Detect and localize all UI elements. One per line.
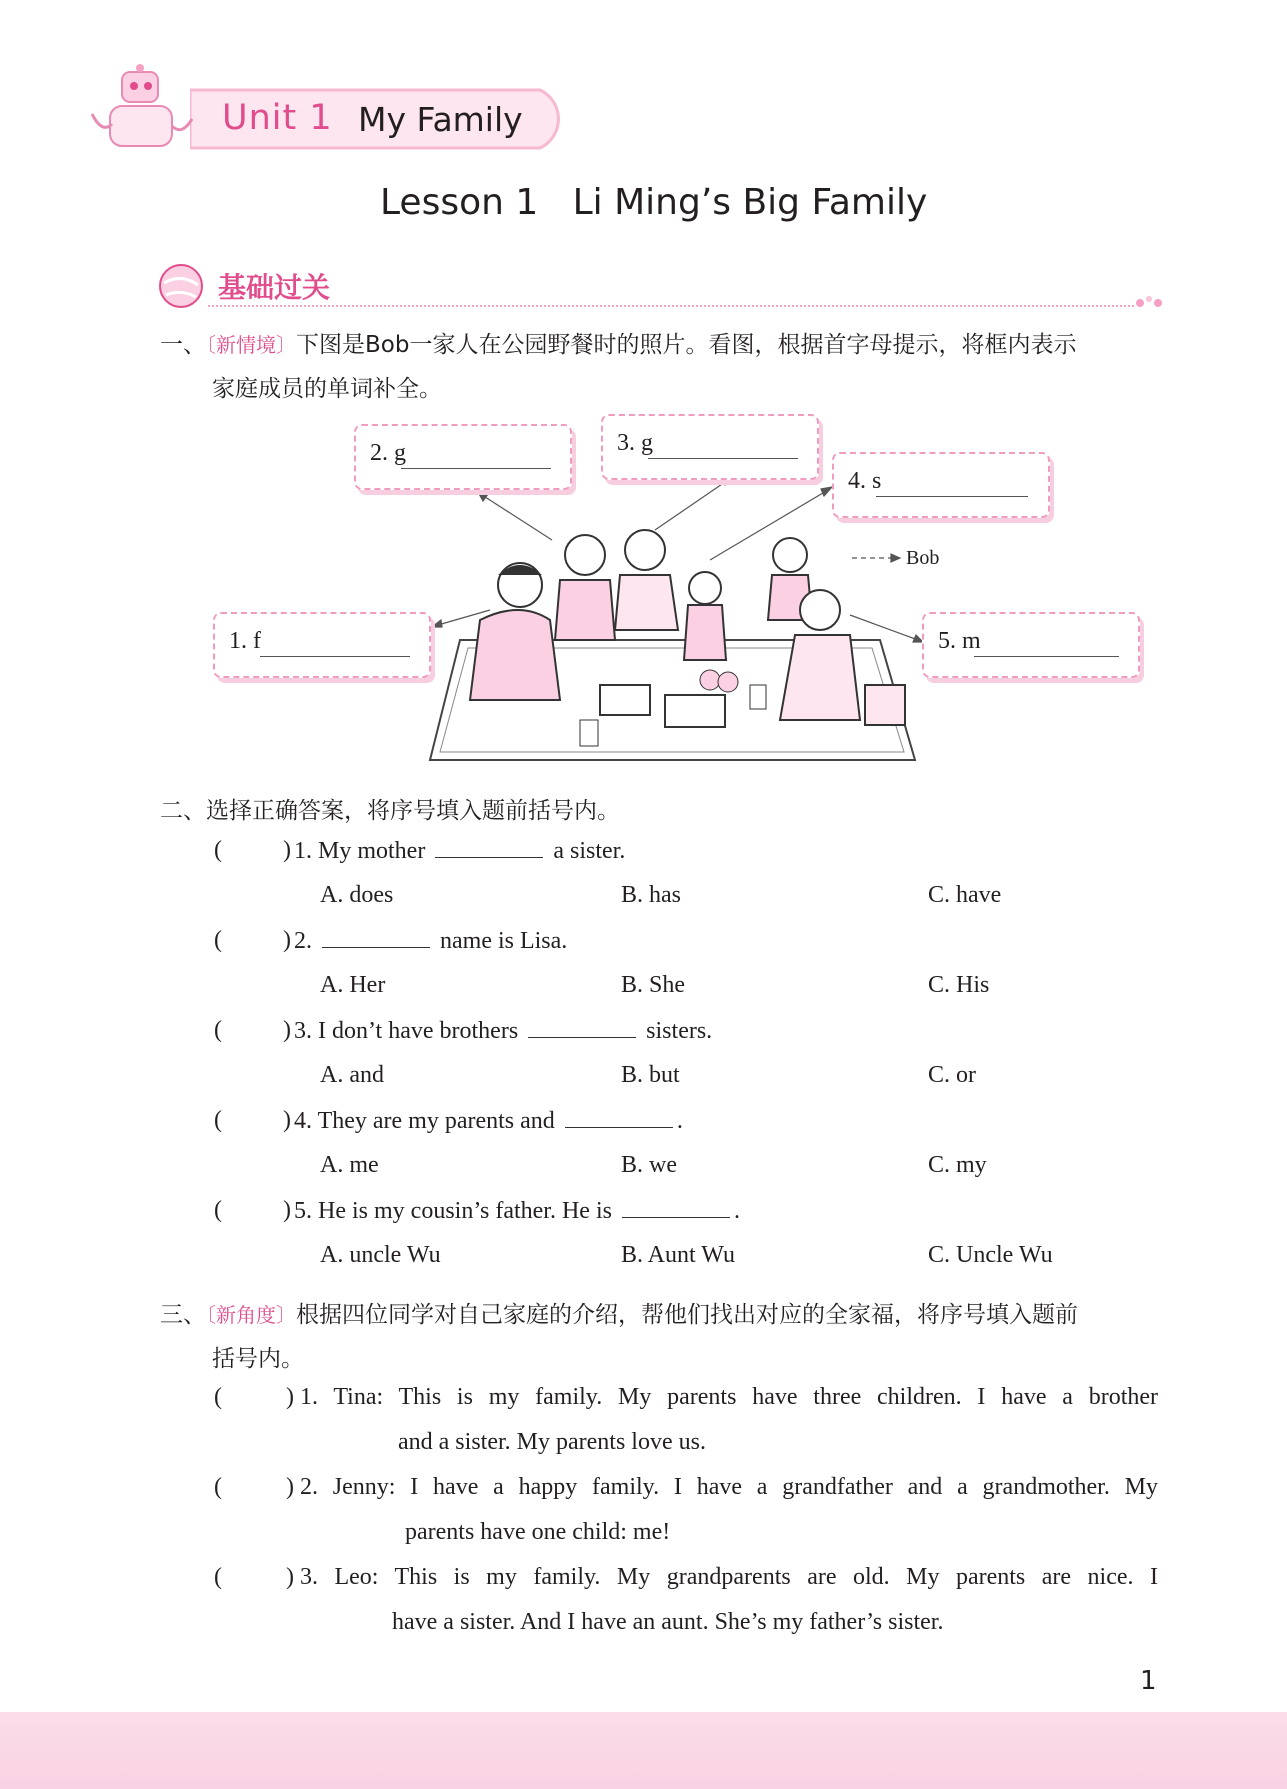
answer-blank[interactable] — [565, 1107, 673, 1128]
word-box-label: 4. s — [848, 468, 882, 494]
question-text: 4. They are my parents and — [294, 1108, 555, 1134]
answer-blank[interactable] — [528, 1017, 636, 1038]
part1-instruction — [160, 326, 1076, 359]
part3-instruction-line1: 根据四位同学对自己家庭的介绍，帮他们找出对应的全家福，将序号填入题前 — [296, 1302, 1078, 1328]
option-b[interactable]: B. Aunt Wu — [621, 1242, 735, 1268]
answer-paren-close: ) — [286, 1384, 294, 1410]
question-text: 5. He is my cousin’s father. He is — [294, 1198, 612, 1224]
family-description-2: 2. Jenny: I have a happy family. I have a grandfather and a grandmother. My — [300, 1474, 1158, 1500]
question-text: 2. — [294, 928, 312, 954]
question-text: 3. I don’t have brothers — [294, 1018, 519, 1044]
part1-instruction-line1: 下图是Bob一家人在公园野餐时的照片。看图，根据首字母提示，将框内表示 — [296, 332, 1077, 358]
option-c[interactable]: C. His — [928, 972, 990, 998]
answer-paren-close: ) — [283, 837, 291, 863]
family-description-2-cont: parents have one child: me! — [405, 1519, 671, 1545]
option-b[interactable]: B. we — [621, 1152, 677, 1178]
section-title: 基础过关 — [218, 271, 331, 304]
robot-mascot-icon — [82, 64, 202, 164]
option-a[interactable]: A. does — [320, 882, 394, 908]
option-b[interactable]: B. She — [621, 972, 686, 998]
answer-paren-close: ) — [286, 1564, 294, 1590]
answer-paren-open: ( — [214, 1197, 222, 1223]
option-c[interactable]: C. or — [928, 1062, 976, 1088]
answer-line[interactable] — [648, 458, 798, 459]
answer-line[interactable] — [260, 656, 410, 657]
part2-instruction: 二、选择正确答案，将序号填入题前括号内。 — [160, 798, 620, 824]
page-number: 1 — [1140, 1666, 1157, 1696]
question-5 — [294, 1197, 740, 1225]
bob-label: Bob — [906, 547, 940, 569]
part3-prefix: 三、 — [160, 1302, 206, 1328]
word-box-label: 5. m — [938, 628, 981, 654]
option-c[interactable]: C. Uncle Wu — [928, 1242, 1053, 1268]
option-c[interactable]: C. have — [928, 882, 1002, 908]
family-description-1: 1. Tina: This is my family. My parents have three children. I have a brother — [300, 1384, 1158, 1410]
option-b[interactable]: B. has — [621, 882, 681, 908]
answer-paren-open: ( — [214, 1107, 222, 1133]
answer-line[interactable] — [401, 468, 551, 469]
unit-subtitle: My Family — [358, 100, 523, 139]
word-box-2[interactable] — [354, 424, 572, 490]
question-1 — [294, 837, 625, 865]
answer-paren-open: ( — [214, 1474, 222, 1500]
footer-band — [0, 1712, 1287, 1789]
option-a[interactable]: A. uncle Wu — [320, 1242, 441, 1268]
part3-instruction — [160, 1296, 1078, 1329]
word-box-label: 1. f — [229, 628, 261, 654]
answer-paren-open: ( — [214, 1017, 222, 1043]
question-text-end: . — [676, 1108, 683, 1134]
question-2 — [294, 927, 567, 955]
question-text: 1. My mother — [294, 838, 426, 864]
unit-title: Unit 1 — [222, 98, 333, 138]
word-box-1[interactable] — [213, 612, 431, 678]
word-box-5[interactable] — [922, 612, 1140, 678]
answer-paren-close: ) — [286, 1474, 294, 1500]
part1-tag: 〔新情境〕 — [206, 333, 296, 357]
answer-line[interactable] — [876, 496, 1028, 497]
answer-paren-close: ) — [283, 927, 291, 953]
part1-instruction-line2: 家庭成员的单词补全。 — [212, 376, 442, 402]
option-b[interactable]: B. but — [621, 1062, 680, 1088]
answer-blank[interactable] — [622, 1197, 730, 1218]
decor-dots-icon — [1134, 291, 1164, 309]
question-4 — [294, 1107, 683, 1135]
section-globe-icon — [158, 263, 204, 309]
family-description-3-cont: have a sister. And I have an aunt. She’s my father’s sister. — [392, 1609, 944, 1635]
answer-line[interactable] — [974, 656, 1119, 657]
answer-blank[interactable] — [435, 837, 543, 858]
part1-prefix: 一、 — [160, 332, 206, 358]
option-a[interactable]: A. me — [320, 1152, 379, 1178]
word-box-3[interactable] — [601, 414, 819, 480]
answer-blank[interactable] — [322, 927, 430, 948]
answer-paren-open: ( — [214, 1384, 222, 1410]
option-a[interactable]: A. and — [320, 1062, 384, 1088]
answer-paren-close: ) — [283, 1017, 291, 1043]
answer-paren-open: ( — [214, 837, 222, 863]
question-3 — [294, 1017, 712, 1045]
option-c[interactable]: C. my — [928, 1152, 987, 1178]
answer-paren-close: ) — [283, 1197, 291, 1223]
question-text-end: . — [733, 1198, 740, 1224]
question-text-end: a sister. — [553, 838, 626, 864]
word-box-label: 2. g — [370, 440, 406, 466]
question-text-end: name is Lisa. — [440, 928, 568, 954]
word-box-4[interactable] — [832, 452, 1050, 518]
part3-tag: 〔新角度〕 — [206, 1303, 296, 1327]
family-description-3: 3. Leo: This is my family. My grandparents are old. My parents are nice. I — [300, 1564, 1158, 1590]
word-box-label: 3. g — [617, 430, 653, 456]
section-divider — [208, 305, 1134, 307]
part3-instruction-line2: 括号内。 — [212, 1346, 304, 1372]
answer-paren-open: ( — [214, 1564, 222, 1590]
family-description-1-cont: and a sister. My parents love us. — [398, 1429, 706, 1455]
answer-paren-open: ( — [214, 927, 222, 953]
answer-paren-close: ) — [283, 1107, 291, 1133]
lesson-title: Lesson 1 Li Ming’s Big Family — [380, 182, 928, 223]
option-a[interactable]: A. Her — [320, 972, 386, 998]
question-text-end: sisters. — [646, 1018, 713, 1044]
